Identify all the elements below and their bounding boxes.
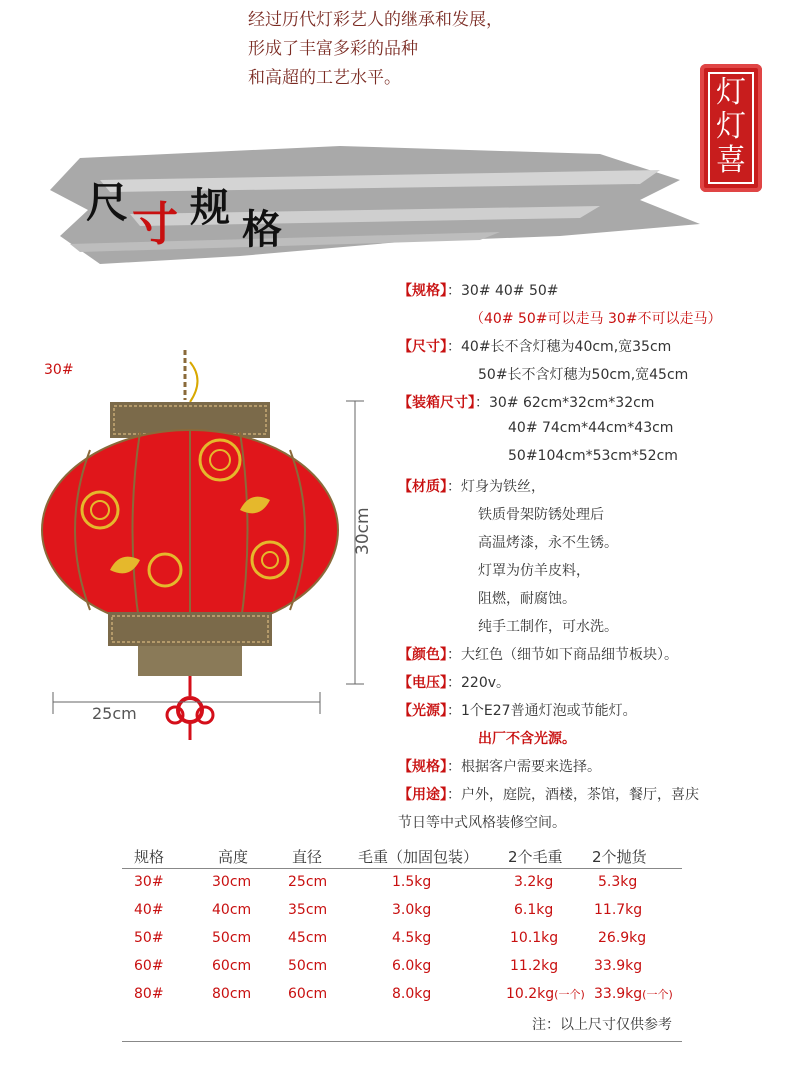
table-cell: 60#: [134, 958, 164, 974]
spec-note: （40# 50#可以走马 30#不可以走马）: [470, 311, 722, 327]
table-row: [122, 954, 682, 982]
box-size-row-2: 40# 74cm*44cm*43cm: [508, 420, 674, 436]
header-cell: 毛重（加固包装）: [358, 848, 479, 866]
table-cell: 35cm: [288, 902, 328, 918]
seal-glyph: 灯: [716, 109, 746, 144]
table-cell: 25cm: [288, 874, 328, 890]
table-row: [122, 870, 682, 898]
material-line: 铁质骨架防锈处理后: [478, 507, 604, 523]
color-row: 【颜色】：大红色（细节如下商品细节板块）。: [398, 647, 678, 663]
table-cell: 6.0kg: [392, 958, 432, 974]
size-row: 【尺寸】：40#长不含灯穗为40cm,宽35cm: [398, 339, 672, 355]
table-cell: 60cm: [288, 986, 328, 1002]
intro-text: [248, 6, 503, 93]
table-cell: 60cm: [212, 958, 252, 974]
lantern-size-label: 30#: [44, 362, 74, 378]
box-size-row: 【装箱尺寸】：30# 62cm*32cm*32cm: [398, 395, 655, 411]
height-label: 30cm: [353, 507, 373, 555]
header-cell: 直径: [292, 848, 323, 866]
title-char: 规: [190, 184, 230, 231]
table-cell: 50cm: [212, 930, 252, 946]
table-row: [122, 926, 682, 954]
title-char: 尺: [86, 178, 129, 227]
table-cell: 3.0kg: [392, 902, 432, 918]
table-cell: 33.9kg: [594, 958, 643, 974]
spec-row: 【规格】：30# 40# 50#: [398, 283, 559, 299]
table-row: [122, 898, 682, 926]
table-cell: 8.0kg: [392, 986, 432, 1002]
header-cell: 2个毛重: [508, 848, 563, 866]
table-cell: 50cm: [288, 958, 328, 974]
header-cell: 高度: [218, 848, 249, 866]
material-line: 高温烤漆，永不生锈。: [478, 535, 618, 551]
material-line: 灯罩为仿羊皮料，: [478, 563, 590, 579]
voltage-row: 【电压】：220v。: [398, 675, 511, 691]
material-row: 【材质】：灯身为铁丝，: [398, 479, 545, 495]
intro-line: 形成了丰富多彩的品种: [248, 39, 418, 59]
table-bottom-divider: [122, 1041, 682, 1042]
table-cell: 33.9kg(一个): [594, 986, 673, 1002]
table-cell: 40cm: [212, 902, 252, 918]
title-char: 格: [242, 206, 282, 253]
table-cell: 1.5kg: [392, 874, 432, 890]
table-cell: 10.2kg(一个): [506, 986, 585, 1002]
light-source-row: 【光源】：1个E27普通灯泡或节能灯。: [398, 703, 637, 719]
table-cell: 80#: [134, 986, 164, 1002]
table-cell: 80cm: [212, 986, 252, 1002]
intro-line: 和高超的工艺水平。: [248, 68, 401, 88]
spec2-row: 【规格】：根据客户需要来选择。: [398, 759, 601, 775]
usage-row: 【用途】：户外，庭院，酒楼，茶馆，餐厅，喜庆: [398, 787, 699, 803]
table-cell: 6.1kg: [514, 902, 554, 918]
width-label: 25cm: [92, 704, 137, 723]
table-cell: 45cm: [288, 930, 328, 946]
table-cell: 4.5kg: [392, 930, 432, 946]
title-char: 寸: [132, 197, 178, 251]
header-cell: 2个抛货: [592, 848, 647, 866]
table-cell: 30cm: [212, 874, 252, 890]
seal-glyph: 喜: [716, 143, 746, 178]
table-cell: 50#: [134, 930, 164, 946]
usage-row-2: 节日等中式风格装修空间。: [398, 815, 566, 831]
table-cell: 30#: [134, 874, 164, 890]
size-row-2: 50#长不含灯穗为50cm,宽45cm: [478, 367, 689, 383]
table-header: [122, 840, 682, 869]
material-line: 纯手工制作，可水洗。: [478, 619, 618, 635]
light-source-note: 出厂不含光源。: [478, 731, 576, 747]
intro-line: 经过历代灯彩艺人的继承和发展，: [248, 10, 503, 30]
table-cell: 10.1kg: [510, 930, 559, 946]
table-cell: 3.2kg: [514, 874, 554, 890]
seal-glyph: 灯: [716, 75, 746, 110]
table-cell: 26.9kg: [598, 930, 647, 946]
header-cell: 规格: [134, 848, 165, 866]
table-row: [122, 982, 682, 1010]
table-cell: 40#: [134, 902, 164, 918]
box-size-row-3: 50#104cm*53cm*52cm: [508, 448, 678, 464]
material-line: 阻燃，耐腐蚀。: [478, 591, 576, 607]
table-note: 注：以上尺寸仅供参考: [532, 1017, 672, 1033]
table-cell: 11.7kg: [594, 902, 643, 918]
table-cell: 5.3kg: [598, 874, 638, 890]
table-cell: 11.2kg: [510, 958, 559, 974]
